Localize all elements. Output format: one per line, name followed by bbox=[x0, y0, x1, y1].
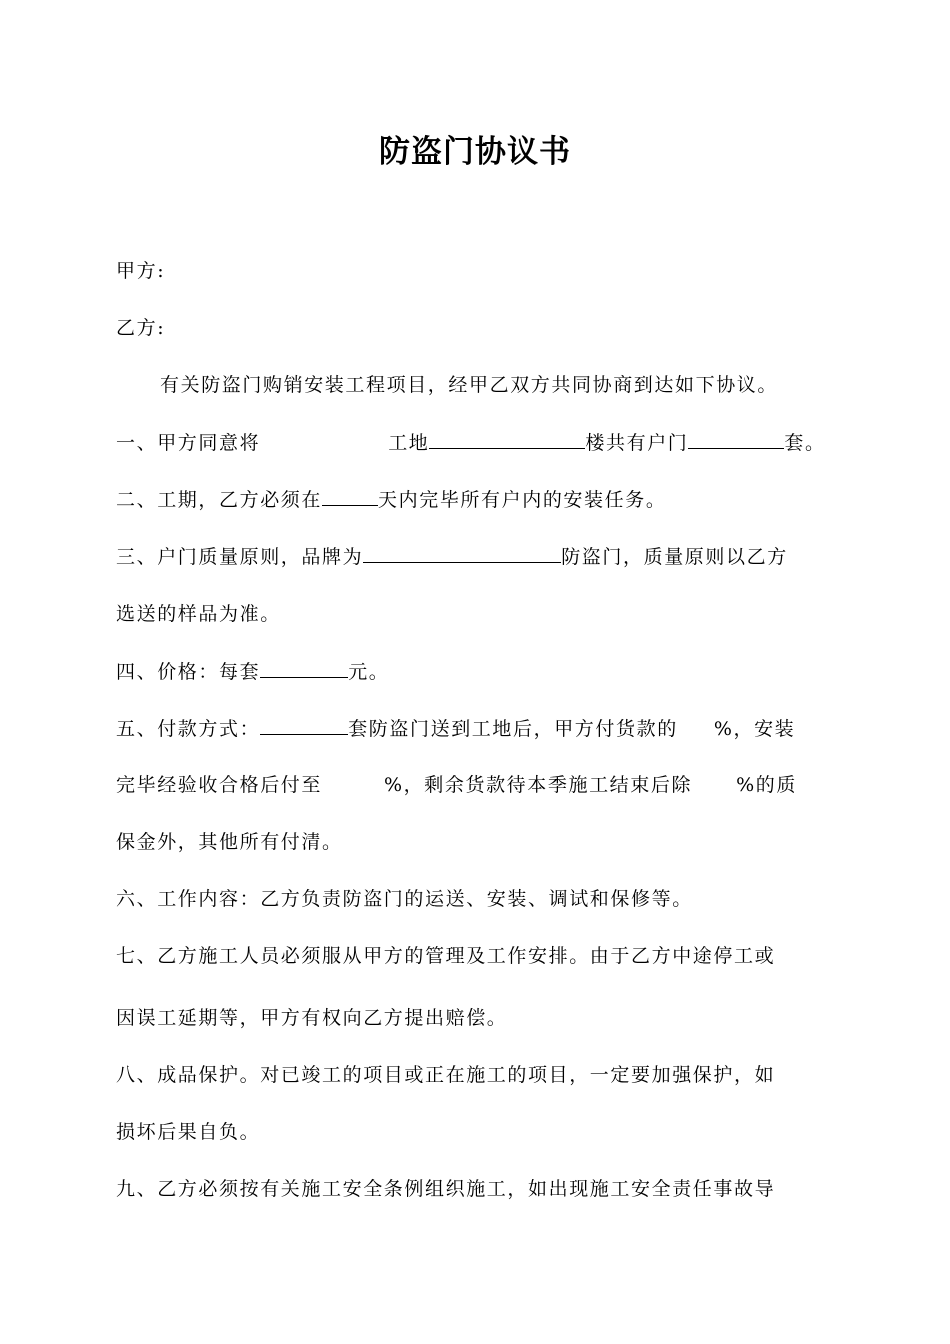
clause-5-line-2 bbox=[116, 771, 846, 799]
clause-2-text-a: 二、工期，乙方必须在 bbox=[116, 489, 323, 511]
blank-set-count bbox=[688, 428, 784, 449]
clause-5-text-f: %的质 bbox=[736, 774, 797, 796]
party-a-label: 甲方: bbox=[116, 260, 166, 282]
clause-5-text-b: 套防盗门送到工地后，甲方付货款的 bbox=[348, 718, 678, 740]
clause-2-text-b: 天内完毕所有户内的安装任务。 bbox=[378, 489, 667, 511]
blank-days bbox=[322, 485, 378, 506]
clause-1 bbox=[116, 428, 846, 457]
clause-4 bbox=[116, 657, 846, 686]
clause-5-line-3: 保金外，其他所有付清。 bbox=[116, 831, 343, 853]
clause-7-line-1: 七、乙方施工人员必须服从甲方的管理及工作安排。由于乙方中途停工或 bbox=[116, 945, 776, 967]
clause-5-line-1 bbox=[116, 714, 846, 743]
blank-building bbox=[429, 428, 585, 449]
blank-price bbox=[260, 657, 348, 678]
clause-3-text-a: 三、户门质量原则，品牌为 bbox=[116, 546, 364, 568]
clause-5-text-a: 五、付款方式： bbox=[116, 718, 261, 740]
document-title: 防盗门协议书 bbox=[379, 134, 571, 170]
intro-paragraph: 有关防盗门购销安装工程项目，经甲乙双方共同协商到达如下协议。 bbox=[160, 374, 779, 396]
clause-3-text-b: 防盗门，质量原则以乙方 bbox=[561, 546, 788, 568]
clause-9-line-1: 九、乙方必须按有关施工安全条例组织施工，如出现施工安全责任事故导 bbox=[116, 1178, 776, 1200]
clause-5-text-d: 完毕经验收合格后付至 bbox=[116, 774, 323, 796]
clause-4-text-a: 四、价格：每套 bbox=[116, 661, 261, 683]
clause-1-text-b: 工地 bbox=[388, 432, 430, 454]
blank-door-count bbox=[260, 714, 348, 735]
clause-1-text-d: 套。 bbox=[784, 432, 826, 454]
clause-6: 六、工作内容：乙方负责防盗门的运送、安装、调试和保修等。 bbox=[116, 888, 693, 910]
clause-2 bbox=[116, 485, 846, 514]
clause-3-line-1 bbox=[116, 542, 846, 571]
clause-4-text-b: 元。 bbox=[348, 661, 390, 683]
clause-8-line-1: 八、成品保护。对已竣工的项目或正在施工的项目，一定要加强保护，如 bbox=[116, 1064, 776, 1086]
clause-8-line-2: 损坏后果自负。 bbox=[116, 1121, 261, 1143]
clause-7-line-2: 因误工延期等，甲方有权向乙方提出赔偿。 bbox=[116, 1007, 508, 1029]
clause-1-text-c: 楼共有户门 bbox=[585, 432, 689, 454]
clause-5-text-c: %，安装 bbox=[713, 718, 796, 740]
clause-3-line-2: 选送的样品为准。 bbox=[116, 603, 281, 625]
blank-brand bbox=[363, 542, 561, 563]
clause-5-text-e: %，剩余货款待本季施工结束后除 bbox=[384, 774, 693, 796]
party-b-label: 乙方: bbox=[116, 317, 166, 339]
clause-1-text-a: 一、甲方同意将 bbox=[116, 432, 261, 454]
